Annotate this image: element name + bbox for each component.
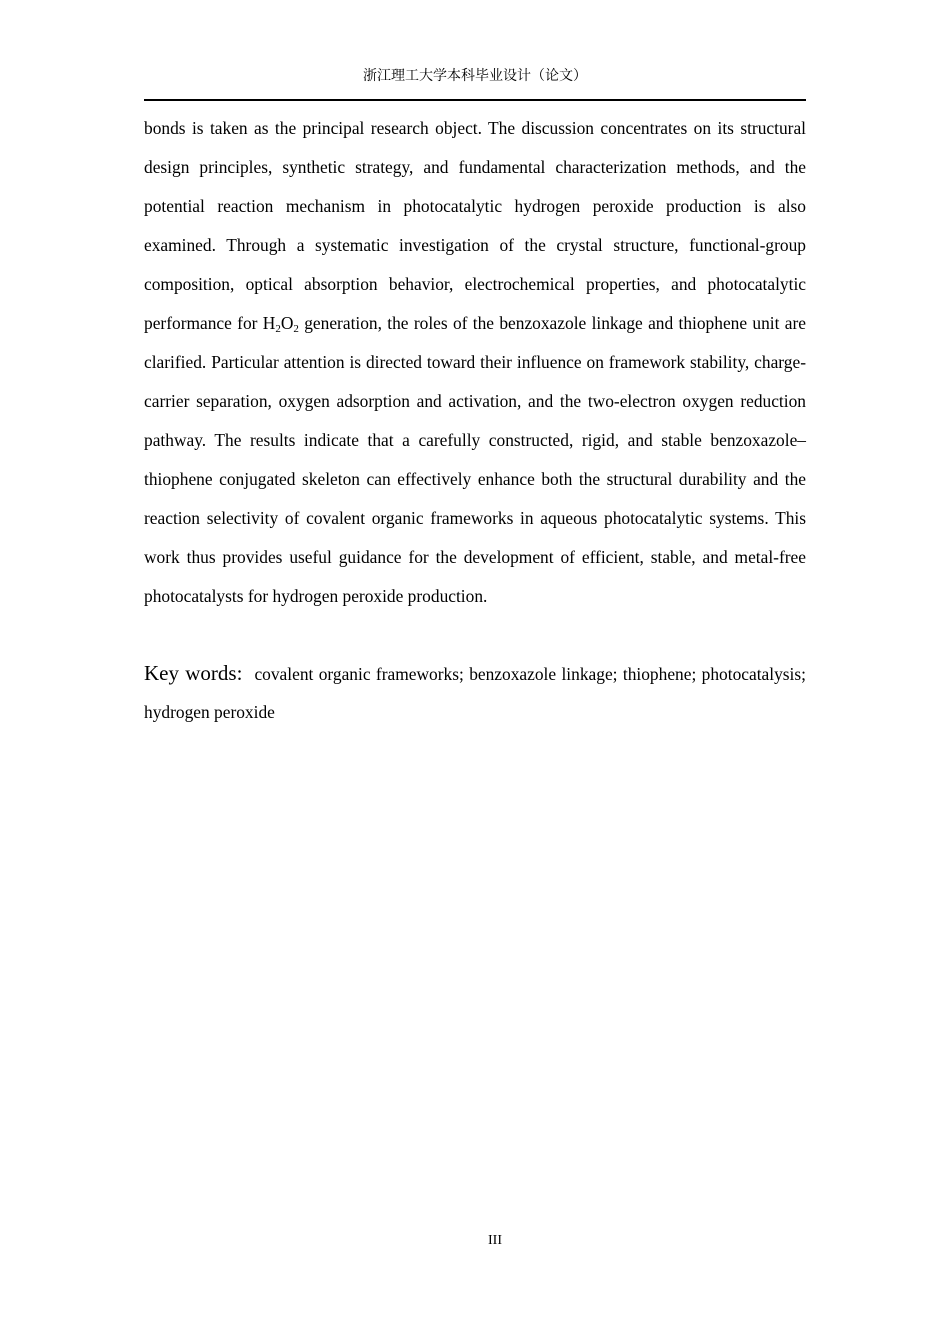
formula-subscript-1: 2 bbox=[275, 323, 281, 335]
abstract-paragraph bbox=[144, 109, 806, 616]
formula-o: O bbox=[280, 313, 294, 333]
formula-h: H bbox=[262, 313, 276, 333]
h2o2-formula bbox=[263, 313, 299, 333]
abstract-text-part-2: generation, the roles of the benzoxazole linkage and thiophene unit are clarified. Particular attention is directed toward their influence on framework stability, charge-carrier separation, oxygen adsorption and activation, and the two-electron oxygen reduction pathway. The results indicate that a carefully constructed, rigid, and stable benzoxazole–thiophene conjugated skeleton can effectively enhance both the structural durability and the reaction selectivity of covalent organic frameworks in aqueous photocatalytic systems. This work thus provides useful guidance for the development of efficient, stable, and metal-free photocatalysts for hydrogen peroxide production. bbox=[144, 313, 806, 606]
keywords-paragraph bbox=[144, 654, 806, 731]
running-header: 浙江理工大学本科毕业设计（论文） bbox=[363, 68, 587, 84]
keywords-label: Key words: bbox=[144, 661, 243, 685]
page-number: III bbox=[488, 1233, 502, 1248]
formula-subscript-2: 2 bbox=[293, 323, 299, 335]
header-divider bbox=[144, 99, 806, 101]
keywords-list: covalent organic frameworks; benzoxazole linkage; thiophene; photocatalysis; hydrogen peroxide bbox=[144, 664, 806, 722]
abstract-text-part-1: bonds is taken as the principal research object. The discussion concentrates on its structural design principles, synthetic strategy, and fundamental characterization methods, and the potential reaction mechanism in photocatalytic hydrogen peroxide production is also examined. Through a systematic investigation of the crystal structure, functional-group composition, optical absorption behavior, electrochemical properties, and photocatalytic performance for bbox=[144, 118, 806, 333]
